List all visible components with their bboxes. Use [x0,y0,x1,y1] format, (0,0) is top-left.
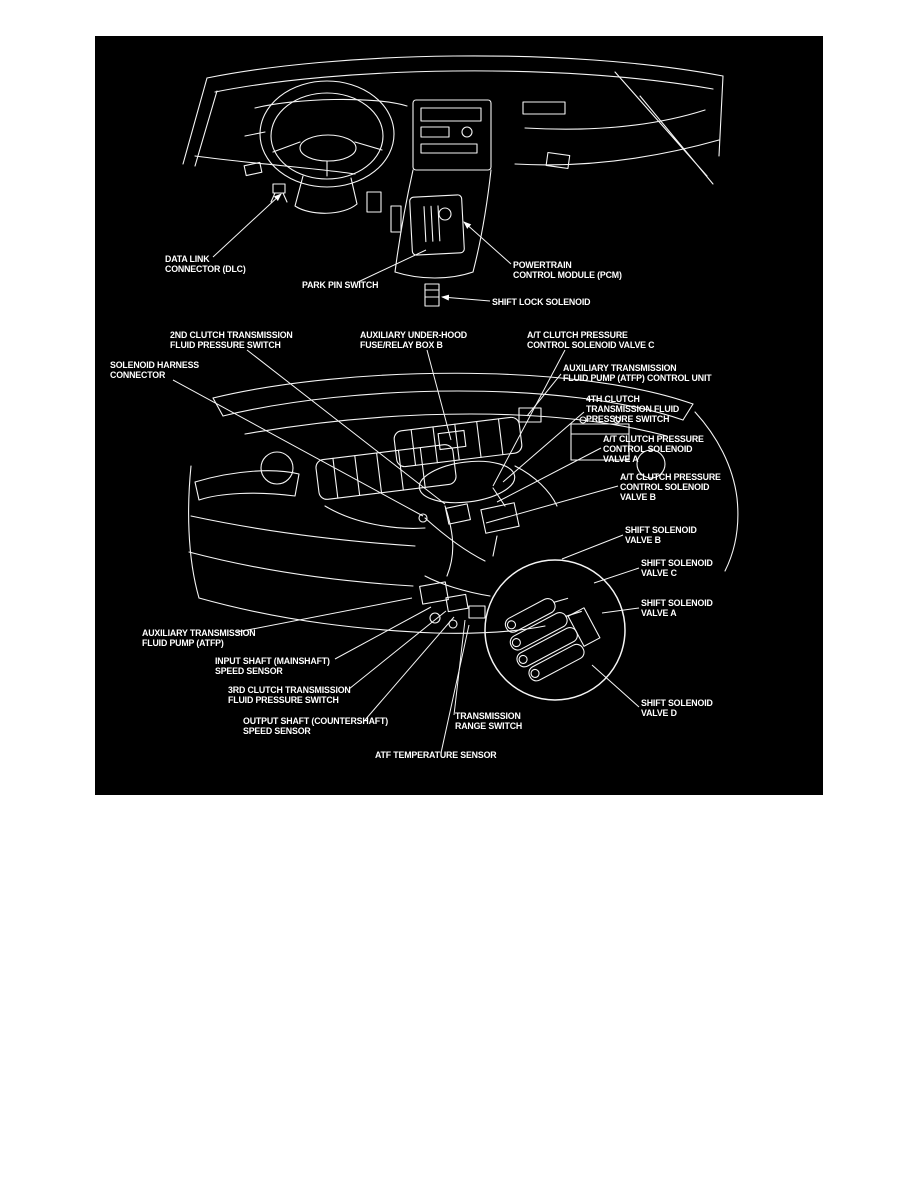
label-2nd-clutch-pressure-switch [170,330,293,350]
fuse-relay-box-part [438,430,466,449]
label-line: FLUID PUMP (ATFP) [142,638,224,648]
label-3rd-clutch-pressure-switch [228,685,351,705]
label-line: FLUID PRESSURE SWITCH [170,340,281,350]
label-line: POWERTRAIN [513,260,572,270]
label-aux-fuse-relay-box [360,330,467,350]
label-line: TRANSMISSION [455,711,521,721]
label-shift-lock-solenoid [492,297,590,307]
label-line: SHIFT SOLENOID [641,698,713,708]
label-line: ATF TEMPERATURE SENSOR [375,750,497,760]
label-line: A/T CLUTCH PRESSURE [527,330,628,340]
label-line: A/T CLUTCH PRESSURE [603,434,704,444]
label-line: VALVE A [603,454,639,464]
label-line: SPEED SENSOR [243,726,311,736]
label-line: SPEED SENSOR [215,666,283,676]
hose-2 [515,466,557,506]
windshield-base [207,56,723,78]
left-a-pillar [183,78,217,166]
steering-column [295,176,357,213]
label-line: AUXILIARY TRANSMISSION [142,628,256,638]
label-solenoid-harness-connector [110,360,199,380]
leader-clutch2 [247,350,445,504]
label-pcm [513,260,622,280]
leader-output-shaft-sensor [365,617,454,720]
label-line: SHIFT SOLENOID [641,598,713,608]
label-line: OUTPUT SHAFT (COUNTERSHAFT) [243,716,388,726]
label-line: FLUID PRESSURE SWITCH [228,695,339,705]
valve-cover-rear [393,416,522,467]
leader-pcm [464,222,511,264]
label-shift-solenoid-d [641,698,713,718]
label-line: PARK PIN SWITCH [302,280,379,290]
transmission-cluster [420,518,490,628]
label-line: VALVE C [641,568,677,578]
inset-circle [485,560,625,700]
label-at-solenoid-valve-b [620,472,721,502]
leader-atfp-pump [237,598,412,632]
leader-harness-connector [173,380,423,516]
leader-shift-solenoid-d [592,665,639,707]
console-side-part2 [391,206,401,232]
glovebox-line [525,110,705,129]
dash-pocket [546,153,570,169]
dash-face-left [195,156,355,174]
label-line: CONNECTOR (DLC) [165,264,246,274]
label-line: SHIFT SOLENOID [625,525,697,535]
dash-top-edge [215,71,713,92]
left-strut-tower [261,452,293,484]
label-line: CONTROL SOLENOID [603,444,693,454]
label-line: FLUID PUMP (ATFP) CONTROL UNIT [563,373,712,383]
underdash-bracket [244,162,262,175]
label-4th-clutch-pressure-switch [586,394,679,424]
solenoid-valve-body-part [446,488,520,556]
left-fender [189,466,199,598]
labels-layer [110,254,721,760]
label-line: SHIFT LOCK SOLENOID [492,297,591,307]
dash-vent [523,102,565,114]
label-park-pin-switch [302,280,378,290]
column-stalk [245,132,265,136]
label-line: INPUT SHAFT (MAINSHAFT) [215,656,330,666]
label-line: VALVE A [641,608,677,618]
leader-atf-temp-sensor [441,625,469,753]
hose-3 [445,506,453,576]
label-line: CONTROL MODULE (PCM) [513,270,622,280]
label-data-link-connector [165,254,246,274]
label-transmission-range-switch [455,711,522,731]
label-line: CONTROL SOLENOID VALVE C [527,340,655,350]
shift-solenoid-valves [498,585,605,685]
label-line: 2ND CLUTCH TRANSMISSION [170,330,293,340]
diagram-svg [95,36,823,795]
label-line: RANGE SWITCH [455,721,523,731]
label-line: A/T CLUTCH PRESSURE [620,472,721,482]
label-line: VALVE D [641,708,677,718]
front-bumper [189,516,545,633]
dashboard-art [183,56,723,306]
label-atfp-pump [142,628,256,648]
label-atfp-control-unit [563,363,712,383]
label-line: AUXILIARY TRANSMISSION [563,363,677,373]
leader-shift-solenoid-b [562,535,623,559]
leader-dlc [213,194,281,257]
label-line: PRESSURE SWITCH [586,414,670,424]
solenoid-inset-art [485,560,625,700]
label-shift-solenoid-c [641,558,713,578]
label-shift-solenoid-a [641,598,713,618]
label-line: 4TH CLUTCH [586,394,640,404]
label-line: CONTROL SOLENOID [620,482,710,492]
component-location-diagram [95,36,823,795]
left-headlight [195,471,299,500]
dash-face-right [515,140,719,165]
dlc-connector-part [271,184,287,202]
label-at-solenoid-valve-a [603,434,704,464]
intake-manifold [417,456,517,507]
label-line: AUXILIARY UNDER-HOOD [360,330,467,340]
label-line: VALVE B [625,535,661,545]
label-input-shaft-sensor [215,656,330,676]
leader-shift-solenoid-a [602,608,639,613]
console-side-part [367,192,381,212]
label-shift-solenoid-b [625,525,697,545]
center-stack [413,100,491,170]
leader-clutch3 [349,611,446,689]
label-atf-temp-sensor [375,750,497,760]
label-output-shaft-sensor [243,716,388,736]
label-line: TRANSMISSION FLUID [586,404,680,414]
leader-shift-lock-solenoid [442,297,490,301]
leader-input-shaft-sensor [335,607,431,659]
steering-wheel [260,81,394,187]
label-line: SHIFT SOLENOID [641,558,713,568]
label-at-solenoid-valve-c [527,330,655,350]
label-line: DATA LINK [165,254,210,264]
leader-shift-solenoid-c [594,568,639,583]
right-door-lines [615,72,723,184]
label-line: FUSE/RELAY BOX B [360,340,443,350]
label-line: CONNECTOR [110,370,166,380]
leader-clutch4 [503,412,584,482]
label-line: 3RD CLUTCH TRANSMISSION [228,685,351,695]
shifter-console [395,170,491,278]
label-line: VALVE B [620,492,656,502]
label-line: SOLENOID HARNESS [110,360,200,370]
shift-lock-solenoid-part [425,284,439,306]
